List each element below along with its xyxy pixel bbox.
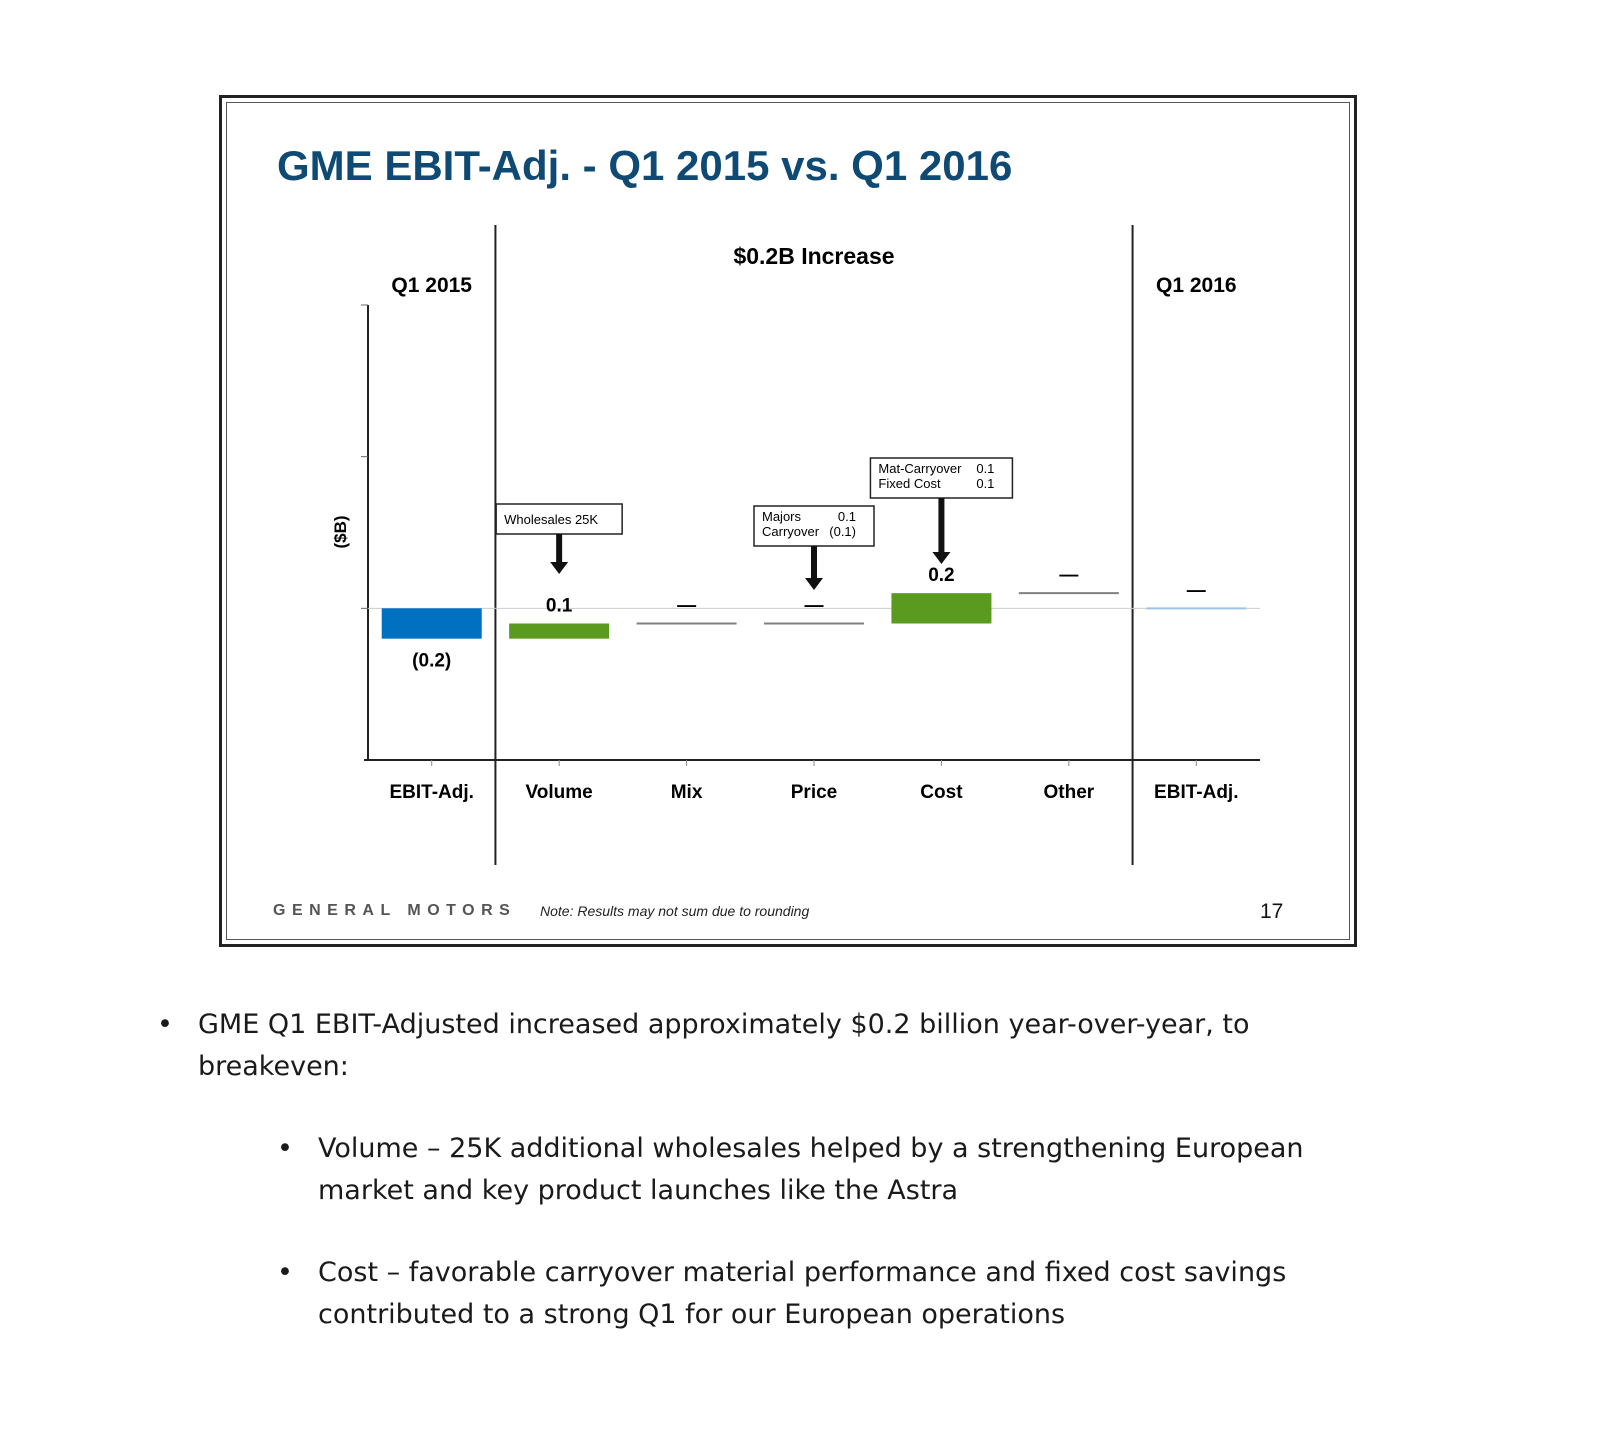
data-label-1: 0.1: [545, 595, 573, 617]
page-number: 17: [1260, 900, 1284, 923]
bullet-symbol: •: [277, 1133, 293, 1164]
bullet-text: Volume – 25K additional wholesales helped by a strengthening European market and key product launches like the Astra: [318, 1133, 1304, 1206]
slide-title: GME EBIT-Adj. - Q1 2015 vs. Q1 2016: [277, 142, 1013, 189]
section-label-increase: $0.2B Increase: [733, 243, 895, 269]
callout-value: (0.1): [829, 524, 856, 539]
general-motors-logo: GENERAL MOTORS: [273, 902, 517, 919]
bullet-text: Cost – favorable carryover material performance and fixed cost savings contributed to a strong Q1 for our European operations: [318, 1257, 1287, 1330]
bullet-item-cost: [277, 1252, 1368, 1336]
callout-value: 0.1: [976, 476, 995, 491]
callout-text: Wholesales 25K: [504, 512, 599, 527]
section-label-q1-2015: Q1 2015: [391, 274, 473, 297]
data-label-6: —: [1186, 580, 1206, 602]
bullet-symbol: •: [277, 1257, 293, 1288]
callout-arrow-head: [550, 562, 568, 574]
callout-text: Mat-Carryover: [878, 461, 962, 476]
bullet-item-volume: [277, 1128, 1368, 1212]
callout-arrow-head: [805, 578, 823, 590]
data-label-3: —: [804, 595, 824, 617]
rounding-note: Note: Results may not sum due to rounding: [540, 903, 810, 919]
callout-value: 0.1: [976, 461, 995, 476]
callout-text: Carryover: [762, 524, 820, 539]
x-tick-label-0: EBIT-Adj.: [389, 782, 474, 803]
bullet-symbol: •: [157, 1009, 173, 1040]
callout-value: 0.1: [837, 509, 856, 524]
x-tick-label-1: Volume: [525, 782, 593, 803]
bullet-text: GME Q1 EBIT-Adjusted increased approximately $0.2 billion year-over-year, to breakeven:: [198, 1009, 1250, 1082]
callout-text: Fixed Cost: [878, 476, 941, 491]
x-tick-label-4: Cost: [920, 782, 963, 803]
x-tick-label-3: Price: [790, 782, 838, 803]
waterfall-bar-0: [382, 608, 482, 638]
callout-text: Majors: [762, 509, 802, 524]
data-label-4: 0.2: [928, 565, 955, 587]
data-label-0: (0.2): [412, 650, 452, 672]
x-tick-label-6: EBIT-Adj.: [1154, 782, 1239, 803]
data-label-2: —: [677, 595, 697, 617]
data-label-5: —: [1059, 565, 1079, 587]
y-axis-label: ($B): [331, 515, 350, 549]
bullet-item-summary: [157, 1004, 1328, 1088]
callout-arrow-head: [932, 552, 950, 564]
waterfall-bar-4: [891, 593, 991, 623]
x-tick-label-2: Mix: [670, 782, 703, 803]
x-tick-label-5: Other: [1043, 782, 1095, 803]
section-label-q1-2016: Q1 2016: [1155, 274, 1237, 297]
waterfall-bar-1: [509, 624, 609, 639]
